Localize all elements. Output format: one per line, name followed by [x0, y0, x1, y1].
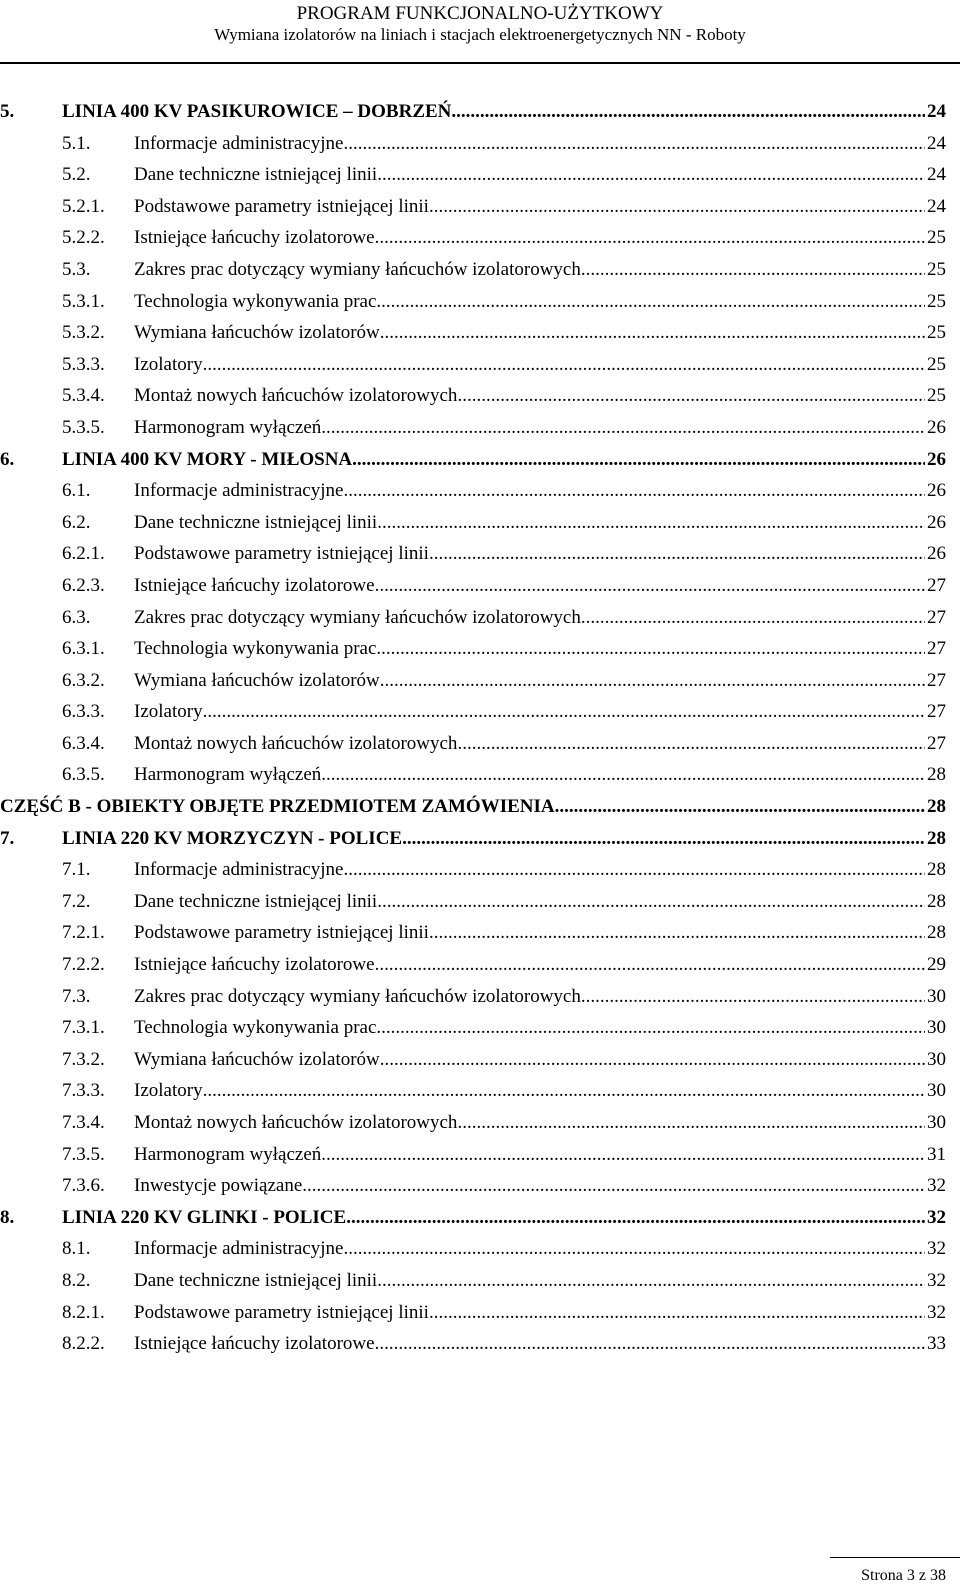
toc-entry-title: Technologia wykonywania prac: [134, 1015, 376, 1041]
toc-dot-leader: [343, 131, 925, 157]
toc-dot-leader: [377, 889, 925, 915]
toc-dot-leader: [380, 320, 925, 346]
toc-entry-title: Podstawowe parametry istniejącej linii: [134, 194, 429, 220]
toc-entry-number: 5.3.2.: [62, 322, 105, 344]
toc-entry-title: Istniejące łańcuchy izolatorowe: [134, 952, 375, 978]
toc-dot-leader: [321, 415, 925, 441]
toc-entry-line: [134, 478, 946, 504]
toc-entry-page: 27: [927, 669, 946, 691]
toc-entry-line: [134, 1142, 946, 1168]
toc-entry-number: 6.3.4.: [62, 732, 105, 754]
page-number: Strona 3 z 38: [861, 1567, 946, 1584]
toc-entry-number: 7.3.3.: [62, 1080, 105, 1102]
toc-entry[interactable]: [0, 952, 946, 984]
toc-entry-number: 7.3.2.: [62, 1048, 105, 1070]
toc-entry-page: 24: [927, 101, 946, 122]
toc-entry-title: Informacje administracyjne: [134, 131, 343, 157]
toc-dot-leader: [375, 225, 925, 251]
toc-entry-number: 7.1.: [62, 859, 91, 881]
toc-entry-page: 32: [927, 1269, 946, 1291]
toc-entry-number: 5.: [0, 101, 15, 122]
toc-entry-page: 32: [927, 1206, 946, 1228]
toc-entry-number: 7.3.5.: [62, 1143, 105, 1165]
toc-entry[interactable]: [0, 415, 946, 447]
toc-entry[interactable]: [0, 605, 946, 637]
toc-entry-page: 25: [927, 322, 946, 344]
toc-entry-title: Dane techniczne istniejącej linii: [134, 889, 377, 915]
toc-entry-number: 6.2.3.: [62, 574, 105, 596]
toc-dot-leader: [376, 1015, 925, 1041]
toc-dot-leader: [457, 731, 925, 757]
toc-dot-leader: [375, 573, 925, 599]
toc-entry[interactable]: [0, 162, 946, 194]
toc-entry-line: [134, 1110, 946, 1136]
toc-entry-line: [134, 699, 946, 725]
toc-dot-leader: [343, 1236, 925, 1262]
toc-entry[interactable]: [0, 320, 946, 352]
toc-entry[interactable]: [0, 447, 946, 479]
toc-entry-line: [134, 162, 946, 188]
toc-entry-number: 5.1.: [62, 132, 91, 154]
toc-entry[interactable]: [0, 1142, 946, 1174]
toc-dot-leader: [451, 99, 925, 125]
toc-entry-page: 27: [927, 638, 946, 660]
toc-entry[interactable]: [0, 857, 946, 889]
toc-dot-leader: [380, 1047, 925, 1073]
toc-entry[interactable]: [0, 1015, 946, 1047]
toc-entry-line: [134, 415, 946, 441]
toc-dot-leader: [555, 794, 925, 820]
toc-entry-page: 25: [927, 353, 946, 375]
toc-entry-title: Wymiana łańcuchów izolatorów: [134, 1047, 380, 1073]
toc-entry-line: [134, 573, 946, 599]
toc-entry-number: 6.3.2.: [62, 669, 105, 691]
header-subtitle: Wymiana izolatorów na liniach i stacjach elektroenergetycznych NN - Roboty: [214, 25, 746, 44]
toc-entry-number: 5.3.4.: [62, 385, 105, 407]
toc-entry-page: 26: [927, 480, 946, 502]
toc-entry[interactable]: [0, 131, 946, 163]
toc-entry-title: Izolatory: [134, 699, 203, 725]
toc-entry-number: 5.2.1.: [62, 195, 105, 217]
toc-entry-number: 8.2.1.: [62, 1301, 105, 1323]
toc-entry-title: Izolatory: [134, 1078, 203, 1104]
toc-entry-line: [134, 194, 946, 220]
toc-dot-leader: [429, 1300, 925, 1326]
toc-entry-page: 28: [927, 827, 946, 849]
toc-dot-leader: [376, 289, 925, 315]
toc-entry-line: [134, 920, 946, 946]
toc-dot-leader: [377, 162, 925, 188]
toc-entry-number: 7.: [0, 827, 15, 849]
toc-dot-leader: [375, 1331, 925, 1357]
toc-dot-leader: [581, 257, 925, 283]
toc-entry-page: 30: [927, 1048, 946, 1070]
toc-entry-number: 5.3.: [62, 258, 91, 280]
toc-entry-line: [62, 99, 946, 125]
toc-entry-page: 32: [927, 1238, 946, 1260]
toc-entry-line: [134, 225, 946, 251]
toc-dot-leader: [346, 1205, 925, 1231]
toc-entry-title: Informacje administracyjne: [134, 1236, 343, 1262]
toc-entry-page: 27: [927, 701, 946, 723]
toc-entry-line: [134, 1015, 946, 1041]
toc-entry-number: 6.3.1.: [62, 638, 105, 660]
toc-entry-number: 6.1.: [62, 480, 91, 502]
toc-entry-number: 5.3.3.: [62, 353, 105, 375]
toc-entry[interactable]: [0, 668, 946, 700]
toc-dot-leader: [457, 1110, 925, 1136]
toc-entry-page: 25: [927, 385, 946, 407]
toc-entry-page: 29: [927, 954, 946, 976]
toc-entry-line: [134, 320, 946, 346]
toc-entry[interactable]: [0, 636, 946, 668]
toc-entry-line: [134, 1078, 946, 1104]
toc-entry[interactable]: [0, 1205, 946, 1237]
toc-entry-page: 28: [927, 796, 946, 818]
toc-entry-page: 28: [927, 890, 946, 912]
toc-entry-line: [134, 1047, 946, 1073]
toc-entry-title: LINIA 220 KV MORZYCZYN - POLICE: [62, 826, 402, 852]
toc-entry-page: 27: [927, 574, 946, 596]
toc-entry-title: LINIA 400 KV PASIKUROWICE – DOBRZEŃ: [62, 99, 451, 125]
toc-entry-title: Zakres prac dotyczący wymiany łańcuchów izolatorowych: [134, 984, 581, 1010]
toc-entry-title: LINIA 400 KV MORY - MIŁOSNA: [62, 447, 352, 473]
toc-entry-page: 24: [927, 164, 946, 186]
page-header: [0, 0, 960, 60]
toc-entry[interactable]: [0, 1173, 946, 1205]
toc-entry-title: Informacje administracyjne: [134, 857, 343, 883]
header-divider: [0, 62, 960, 64]
toc-dot-leader: [429, 194, 925, 220]
toc-entry-line: [134, 984, 946, 1010]
toc-entry-line: [134, 1236, 946, 1262]
toc-entry-title: Istniejące łańcuchy izolatorowe: [134, 225, 375, 251]
toc-entry-number: 5.3.5.: [62, 416, 105, 438]
toc-dot-leader: [581, 984, 925, 1010]
toc-entry-page: 30: [927, 1112, 946, 1133]
toc-entry-page: 25: [927, 258, 946, 280]
toc-dot-leader: [352, 447, 925, 473]
toc-entry[interactable]: [0, 510, 946, 542]
footer-divider: [830, 1557, 960, 1558]
toc-entry-page: 32: [927, 1175, 946, 1197]
toc-entry[interactable]: [0, 762, 946, 794]
toc-entry-title: Harmonogram wyłączeń: [134, 415, 321, 441]
toc-entry[interactable]: [0, 573, 946, 605]
toc-entry-line: [62, 826, 946, 852]
toc-entry-line: [134, 605, 946, 631]
toc-entry-number: 7.3.1.: [62, 1017, 105, 1039]
toc-entry-page: 27: [927, 606, 946, 628]
toc-entry[interactable]: [0, 289, 946, 321]
toc-entry-title: CZĘŚĆ B - OBIEKTY OBJĘTE PRZEDMIOTEM ZAMÓWIENIA: [0, 794, 555, 820]
toc-entry-line: [134, 889, 946, 915]
toc-entry[interactable]: [0, 1047, 946, 1079]
toc-entry-line: [134, 857, 946, 883]
toc-entry[interactable]: [0, 1268, 946, 1300]
toc-entry-line: [134, 636, 946, 662]
toc-entry[interactable]: [0, 794, 946, 826]
toc-entry-number: 7.2.1.: [62, 922, 105, 944]
toc-entry-line: [134, 510, 946, 536]
toc-entry-number: 7.3.: [62, 985, 91, 1007]
toc-entry-number: 6.2.1.: [62, 543, 105, 565]
toc-entry-title: Harmonogram wyłączeń: [134, 762, 321, 788]
toc-entry-title: Zakres prac dotyczący wymiany łańcuchów izolatorowych: [134, 605, 581, 631]
toc-entry-line: [134, 762, 946, 788]
toc-entry-title: Informacje administracyjne: [134, 478, 343, 504]
toc-entry-title: Izolatory: [134, 352, 203, 378]
toc-entry-page: 24: [927, 195, 946, 217]
toc-entry-line: [134, 289, 946, 315]
toc-entry[interactable]: [0, 1236, 946, 1268]
toc-entry-line: [134, 1268, 946, 1294]
toc-entry-line: [134, 1331, 946, 1357]
toc-entry-title: Dane techniczne istniejącej linii: [134, 162, 377, 188]
toc-entry-page: 30: [927, 1080, 946, 1102]
toc-entry-title: LINIA 220 KV GLINKI - POLICE: [62, 1205, 346, 1231]
toc-dot-leader: [343, 478, 925, 504]
toc-entry-number: 5.2.2.: [62, 227, 105, 249]
toc-entry-page: 28: [927, 922, 946, 944]
toc-entry-number: 8.: [0, 1206, 15, 1228]
toc-entry-number: 8.1.: [62, 1238, 91, 1260]
toc-entry-title: Podstawowe parametry istniejącej linii: [134, 1300, 429, 1326]
toc-dot-leader: [203, 699, 925, 725]
toc-dot-leader: [302, 1173, 925, 1199]
toc-entry-page: 26: [927, 416, 946, 438]
toc-dot-leader: [203, 352, 925, 378]
toc-dot-leader: [429, 541, 925, 567]
toc-entry-number: 6.3.3.: [62, 701, 105, 723]
toc-entry-page: 30: [927, 985, 946, 1007]
toc-entry-line: [62, 447, 946, 473]
toc-entry-number: 7.2.: [62, 890, 91, 912]
toc-dot-leader: [375, 952, 925, 978]
toc-entry-title: Wymiana łańcuchów izolatorów: [134, 320, 380, 346]
toc-dot-leader: [581, 605, 925, 631]
toc-entry[interactable]: [0, 383, 946, 415]
toc-entry-title: Podstawowe parametry istniejącej linii: [134, 920, 429, 946]
toc-entry-line: [134, 1300, 946, 1326]
toc-entry-title: Dane techniczne istniejącej linii: [134, 510, 377, 536]
toc-entry[interactable]: [0, 1078, 946, 1110]
toc-entry-title: Montaż nowych łańcuchów izolatorowych: [134, 1110, 457, 1136]
toc-entry-number: 5.2.: [62, 164, 91, 186]
header-title: PROGRAM FUNKCJONALNO-UŻYTKOWY: [296, 3, 664, 24]
toc-entry-number: 6.2.: [62, 511, 91, 533]
toc-entry-line: [134, 257, 946, 283]
toc-entry-title: Inwestycje powiązane: [134, 1173, 302, 1199]
toc-entry[interactable]: [0, 731, 946, 763]
toc-entry[interactable]: [0, 225, 946, 257]
toc-entry-page: 28: [927, 764, 946, 786]
toc-dot-leader: [321, 1142, 925, 1168]
toc-entry[interactable]: [0, 1331, 946, 1363]
toc-entry-line: [62, 1205, 946, 1231]
toc-entry-title: Podstawowe parametry istniejącej linii: [134, 541, 429, 567]
table-of-contents: [0, 99, 946, 1363]
toc-dot-leader: [429, 920, 925, 946]
toc-entry-title: Technologia wykonywania prac: [134, 636, 376, 662]
toc-entry-line: [0, 794, 946, 820]
toc-entry[interactable]: [0, 99, 946, 131]
toc-entry[interactable]: [0, 889, 946, 921]
toc-entry-page: 30: [927, 1017, 946, 1039]
toc-entry-line: [134, 952, 946, 978]
toc-entry-title: Dane techniczne istniejącej linii: [134, 1268, 377, 1294]
toc-entry-title: Montaż nowych łańcuchów izolatorowych: [134, 731, 457, 757]
toc-entry-title: Istniejące łańcuchy izolatorowe: [134, 1331, 375, 1357]
toc-entry-title: Istniejące łańcuchy izolatorowe: [134, 573, 375, 599]
toc-entry[interactable]: [0, 257, 946, 289]
toc-entry[interactable]: [0, 920, 946, 952]
toc-entry-page: 28: [927, 859, 946, 881]
toc-entry-number: 6.3.5.: [62, 764, 105, 786]
toc-entry[interactable]: [0, 826, 946, 858]
toc-entry-page: 31: [927, 1143, 946, 1165]
toc-dot-leader: [377, 1268, 925, 1294]
toc-dot-leader: [376, 636, 925, 662]
toc-entry-number: 7.3.4.: [62, 1112, 105, 1133]
toc-entry-number: 8.2.2.: [62, 1333, 105, 1355]
toc-entry-page: 26: [927, 511, 946, 533]
toc-entry-line: [134, 541, 946, 567]
toc-entry-page: 33: [927, 1333, 946, 1355]
toc-entry[interactable]: [0, 699, 946, 731]
toc-entry-number: 6.3.: [62, 606, 91, 628]
toc-entry-title: Wymiana łańcuchów izolatorów: [134, 668, 380, 694]
toc-entry[interactable]: [0, 478, 946, 510]
toc-dot-leader: [203, 1078, 925, 1104]
toc-dot-leader: [377, 510, 925, 536]
toc-dot-leader: [402, 826, 925, 852]
toc-entry-number: 7.3.6.: [62, 1175, 105, 1197]
toc-entry[interactable]: [0, 352, 946, 384]
toc-entry-title: Montaż nowych łańcuchów izolatorowych: [134, 383, 457, 409]
toc-dot-leader: [343, 857, 925, 883]
toc-entry[interactable]: [0, 541, 946, 573]
toc-entry-line: [134, 383, 946, 409]
toc-entry[interactable]: [0, 194, 946, 226]
toc-entry-page: 26: [927, 543, 946, 565]
toc-entry-number: 8.2.: [62, 1269, 91, 1291]
toc-entry-line: [134, 1173, 946, 1199]
toc-entry-number: 5.3.1.: [62, 290, 105, 312]
toc-entry-title: Zakres prac dotyczący wymiany łańcuchów izolatorowych: [134, 257, 581, 283]
toc-entry-line: [134, 668, 946, 694]
toc-entry-page: 27: [927, 732, 946, 754]
toc-entry-page: 32: [927, 1301, 946, 1323]
toc-entry-number: 7.2.2.: [62, 954, 105, 976]
toc-entry-line: [134, 352, 946, 378]
toc-entry-line: [134, 731, 946, 757]
toc-entry-title: Harmonogram wyłączeń: [134, 1142, 321, 1168]
toc-entry-number: 6.: [0, 448, 15, 470]
toc-entry-page: 24: [927, 132, 946, 154]
toc-entry-page: 25: [927, 290, 946, 312]
toc-dot-leader: [457, 383, 925, 409]
toc-dot-leader: [321, 762, 925, 788]
toc-entry-page: 25: [927, 227, 946, 249]
toc-entry-page: 26: [927, 448, 946, 470]
toc-entry[interactable]: [0, 984, 946, 1016]
toc-dot-leader: [380, 668, 925, 694]
toc-entry[interactable]: [0, 1110, 946, 1142]
toc-entry[interactable]: [0, 1300, 946, 1332]
toc-entry-title: Technologia wykonywania prac: [134, 289, 376, 315]
toc-entry-line: [134, 131, 946, 157]
